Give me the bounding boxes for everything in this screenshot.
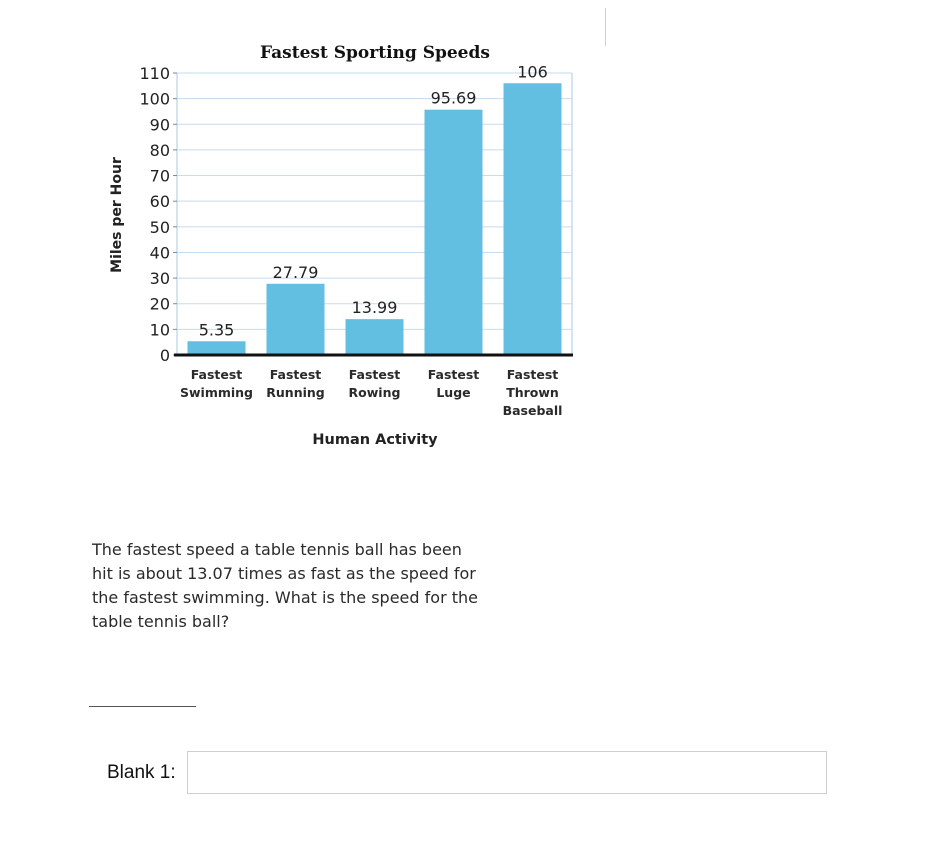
- bar: [425, 110, 483, 355]
- y-tick-label: 20: [149, 294, 170, 314]
- y-tick-label: 50: [149, 217, 170, 237]
- bar: [267, 284, 325, 355]
- x-tick-label: Rowing: [348, 385, 401, 400]
- y-tick-label: 0: [159, 346, 170, 365]
- x-tick-label: Baseball: [502, 403, 563, 418]
- y-tick-label: 40: [149, 243, 170, 263]
- chart-title: Fastest Sporting Speeds: [260, 43, 490, 63]
- y-tick-label: 60: [149, 192, 170, 212]
- y-tick-label: 30: [149, 269, 170, 289]
- x-tick-label: Thrown: [506, 385, 559, 400]
- bar: [188, 341, 246, 355]
- data-label: 106: [517, 62, 548, 82]
- y-tick-label: 10: [149, 320, 170, 340]
- data-label: 13.99: [351, 298, 398, 318]
- data-label: 27.79: [272, 262, 319, 282]
- x-tick-label: Running: [266, 385, 325, 400]
- y-tick-label: 90: [149, 115, 170, 135]
- bar: [346, 319, 404, 355]
- x-tick-label: Fastest: [427, 367, 480, 382]
- x-tick-label: Swimming: [179, 385, 254, 400]
- bar: [504, 83, 562, 355]
- x-tick-label: Fastest: [190, 367, 243, 382]
- y-tick-label: 70: [149, 166, 170, 186]
- y-tick-label: 110: [139, 64, 170, 83]
- blank-1-label: Blank 1:: [107, 762, 176, 783]
- question-text: The fastest speed a table tennis ball has been hit is about 13.07 times as fast as the speed for the fastest swimming. What is the speed for the table tennis ball?: [92, 540, 478, 631]
- data-label: 95.69: [430, 88, 477, 108]
- y-tick-label: 100: [139, 89, 170, 109]
- y-tick-label: 80: [149, 140, 170, 160]
- y-axis-label: Miles per Hour: [109, 157, 125, 273]
- blank-1-input[interactable]: [187, 751, 827, 794]
- x-tick-label: Fastest: [269, 367, 322, 382]
- x-axis-label: Human Activity: [312, 432, 438, 448]
- decorative-green-line: [605, 8, 606, 46]
- divider-line: [89, 706, 196, 707]
- x-tick-label: Fastest: [506, 367, 559, 382]
- x-tick-label: Luge: [436, 385, 471, 400]
- x-tick-label: Fastest: [348, 367, 401, 382]
- data-label: 5.35: [198, 320, 235, 340]
